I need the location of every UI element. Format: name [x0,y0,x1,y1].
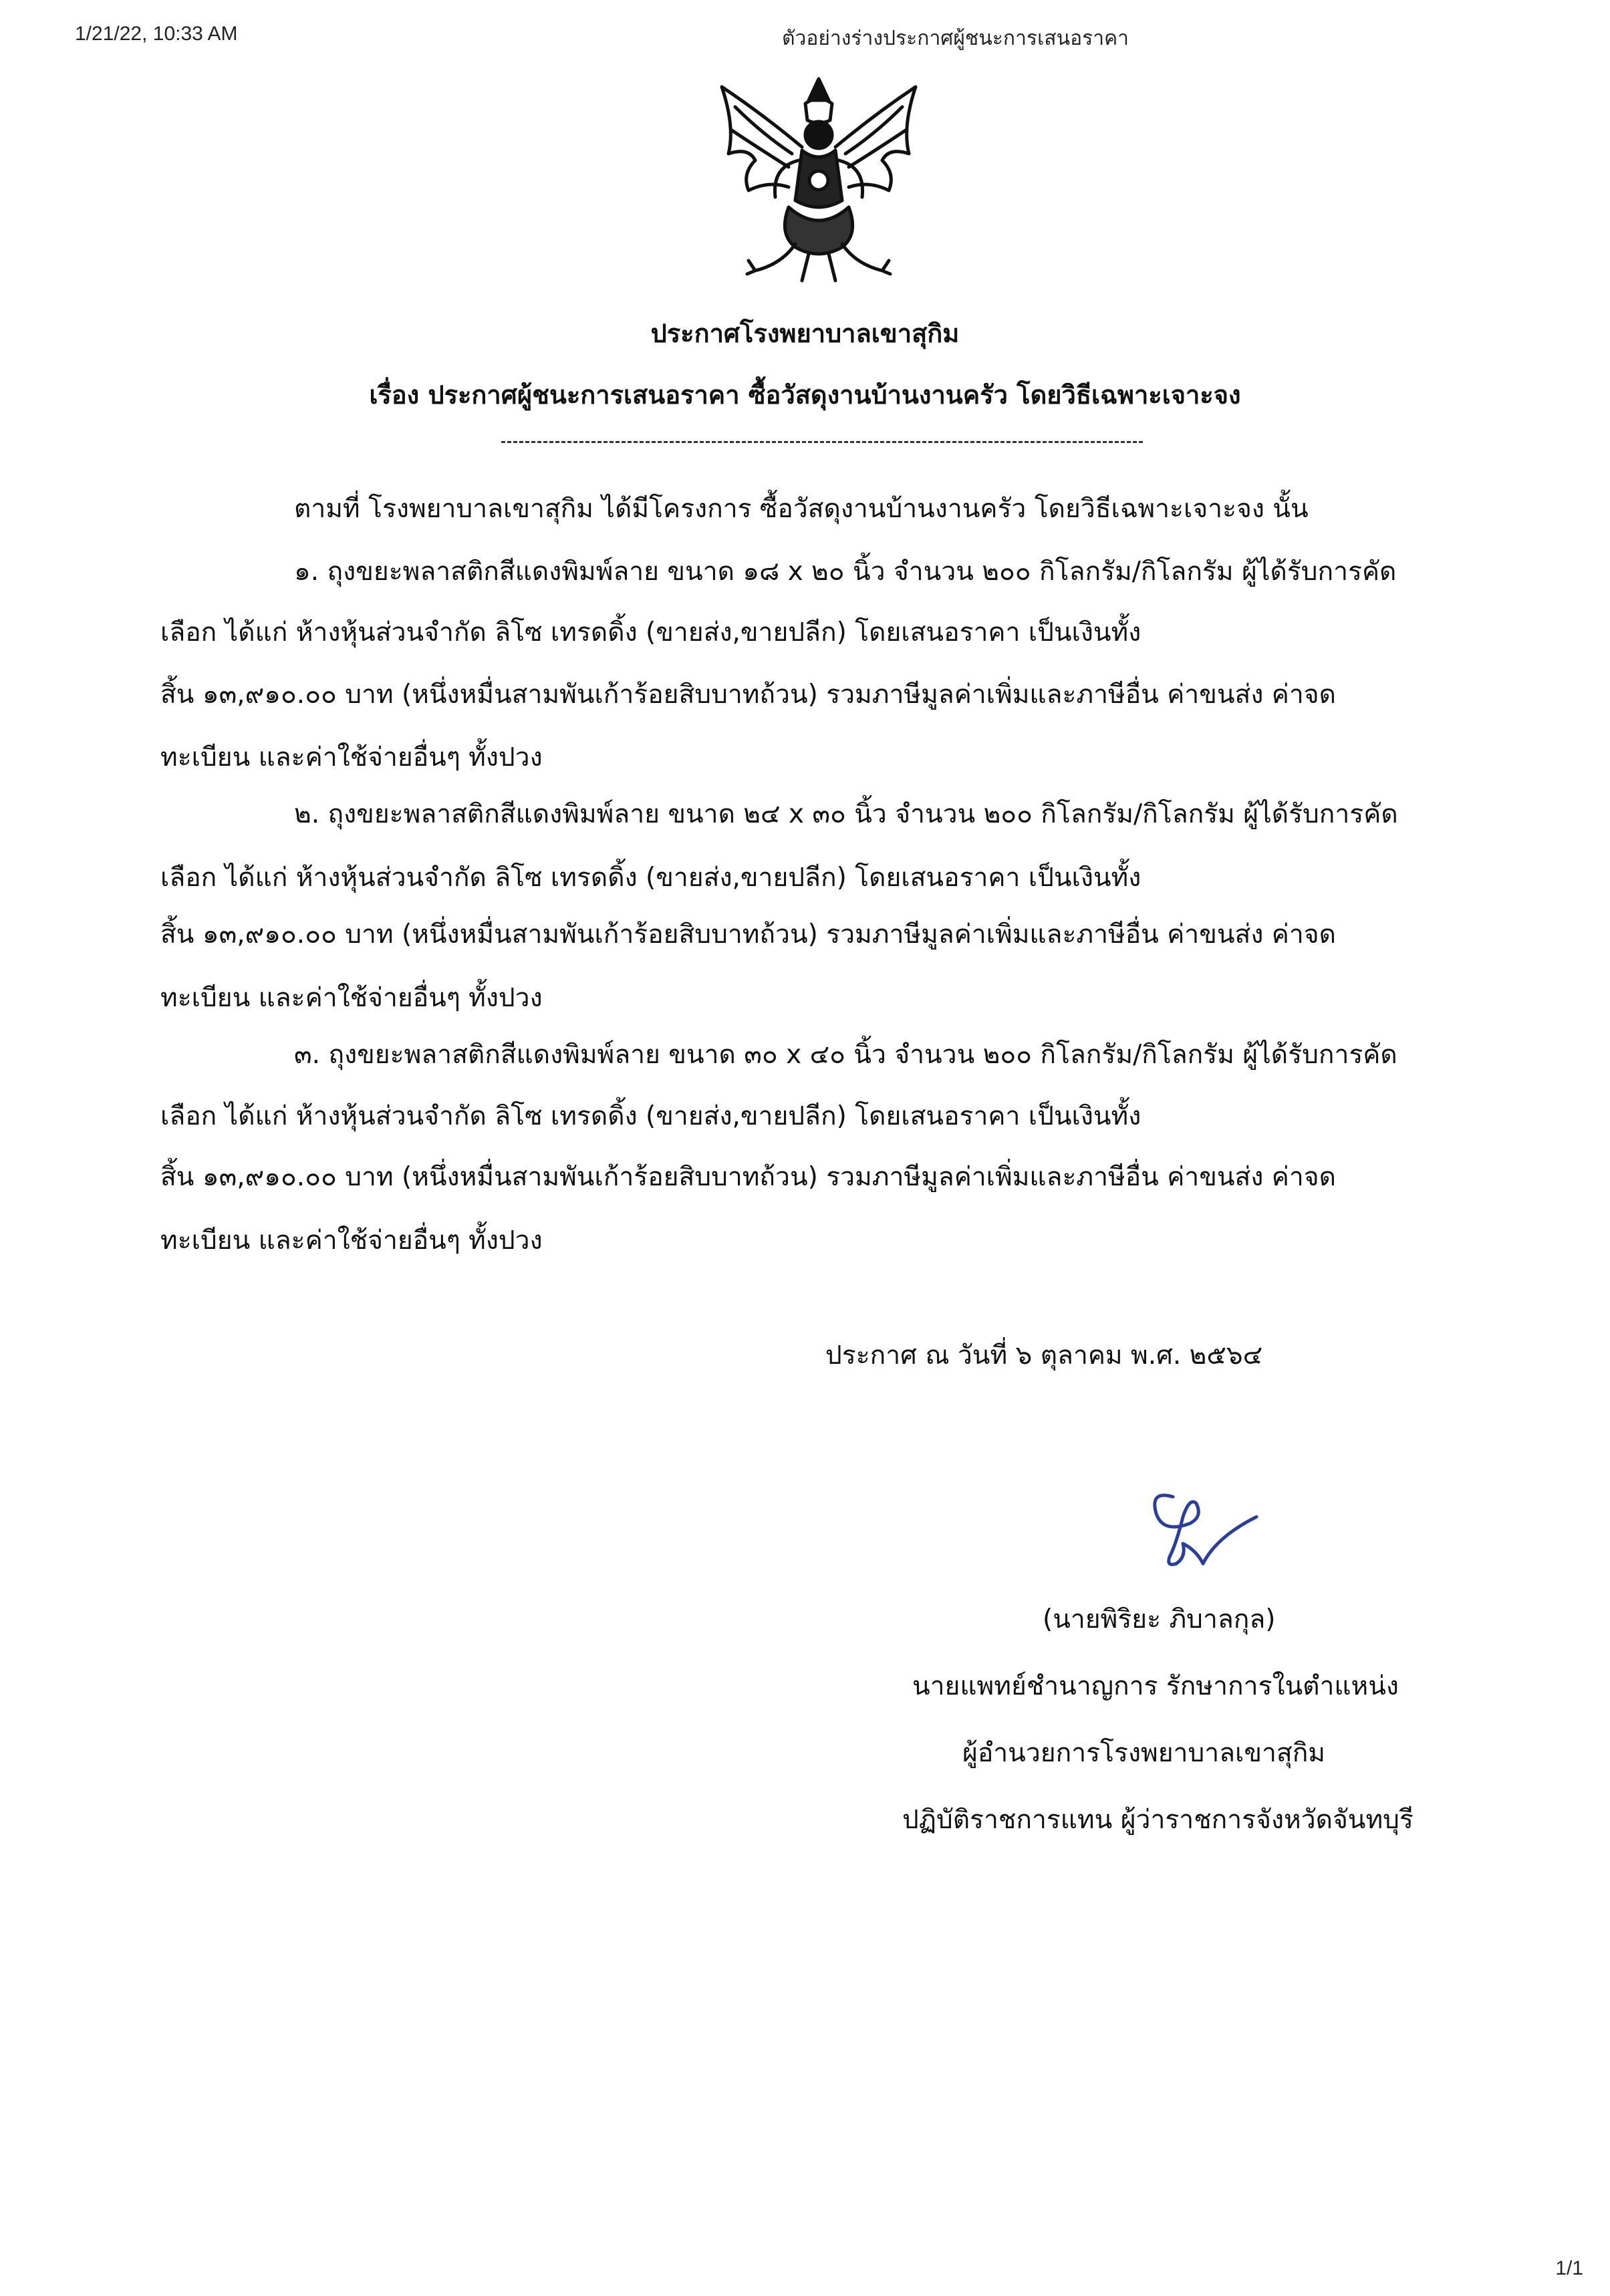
item-1-line-3: สิ้น ๑๓,๙๑๐.๐๐ บาท (หนึ่งหมื่นสามพันเก้าร้อยสิบบาทถ้วน) รวมภาษีมูลค่าเพิ่มและภาษีอื่น ค่าขนส่ง ค่าจด [160,680,1336,710]
announcement-title: ประกาศโรงพยาบาลเขาสุกิม [650,319,960,348]
handwritten-signature [1136,1477,1263,1577]
item-1-line-2: เลือก ได้แก่ ห้างหุ้นส่วนจำกัด ลิโซ เทรดดิ้ง (ขายส่ง,ขายปลีก) โดยเสนอราคา เป็นเงินทั้ง [160,617,1142,648]
item-2-line-1: ๒. ถุงขยะพลาสติกสีแดงพิมพ์ลาย ขนาด ๒๔ x ๓๐ นิ้ว จำนวน ๒๐๐ กิโลกรัม/กิโลกรัม ผู้ได้รับการคัด [294,799,1398,829]
item-3-line-1: ๓. ถุงขยะพลาสติกสีแดงพิมพ์ลาย ขนาด ๓๐ x ๔๐ นิ้ว จำนวน ๒๐๐ กิโลกรัม/กิโลกรัม ผู้ได้รับการคัด [294,1040,1397,1070]
item-3-line-2: เลือก ได้แก่ ห้างหุ้นส่วนจำกัด ลิโซ เทรดดิ้ง (ขายส่ง,ขายปลีก) โดยเสนอราคา เป็นเงินทั้ง [160,1101,1142,1131]
item-2-line-4: ทะเบียน และค่าใช้จ่ายอื่นๆ ทั้งปวง [160,983,543,1013]
signer-name: (นายพิริยะ ภิบาลกุล) [1043,1604,1276,1634]
print-document-title: ตัวอย่างร่างประกาศผู้ชนะการเสนอราคา [782,27,1129,49]
signer-position-3: ปฏิบัติราชการแทน ผู้ว่าราชการจังหวัดจันทบุรี [902,1805,1414,1835]
item-3-line-3: สิ้น ๑๓,๙๑๐.๐๐ บาท (หนึ่งหมื่นสามพันเก้าร้อยสิบบาทถ้วน) รวมภาษีมูลค่าเพิ่มและภาษีอื่น ค่าขนส่ง ค่าจด [160,1162,1336,1192]
item-3-line-4: ทะเบียน และค่าใช้จ่ายอื่นๆ ทั้งปวง [160,1226,543,1256]
print-datetime: 1/21/22, 10:33 AM [75,23,238,45]
separator-line [501,441,1143,443]
signer-position-1: นายแพทย์ชำนาญการ รักษาการในตำแหน่ง [912,1671,1399,1701]
signer-position-2: ผู้อำนวยการโรงพยาบาลเขาสุกิม [962,1738,1326,1768]
intro-paragraph: ตามที่ โรงพยาบาลเขาสุกิม ได้มีโครงการ ซื้อวัสดุงานบ้านงานครัว โดยวิธีเฉพาะเจาะจง นั้น [294,494,1309,524]
item-2-line-2: เลือก ได้แก่ ห้างหุ้นส่วนจำกัด ลิโซ เทรดดิ้ง (ขายส่ง,ขายปลีก) โดยเสนอราคา เป็นเงินทั้ง [160,863,1142,893]
announcement-subject: เรื่อง ประกาศผู้ชนะการเสนอราคา ซื้อวัสดุงานบ้านงานครัว โดยวิธีเฉพาะเจาะจง [369,380,1241,410]
item-1-line-4: ทะเบียน และค่าใช้จ่ายอื่นๆ ทั้งปวง [160,742,543,772]
item-1-line-1: ๑. ถุงขยะพลาสติกสีแดงพิมพ์ลาย ขนาด ๑๘ x ๒๐ นิ้ว จำนวน ๒๐๐ กิโลกรัม/กิโลกรัม ผู้ได้รับการคัด [294,557,1397,587]
announcement-date: ประกาศ ณ วันที่ ๖ ตุลาคม พ.ศ. ๒๕๖๔ [825,1340,1263,1371]
garuda-emblem-icon [708,74,929,287]
item-2-line-3: สิ้น ๑๓,๙๑๐.๐๐ บาท (หนึ่งหมื่นสามพันเก้าร้อยสิบบาทถ้วน) รวมภาษีมูลค่าเพิ่มและภาษีอื่น ค่าขนส่ง ค่าจด [160,919,1336,950]
page-number: 1/1 [1555,2257,1583,2279]
